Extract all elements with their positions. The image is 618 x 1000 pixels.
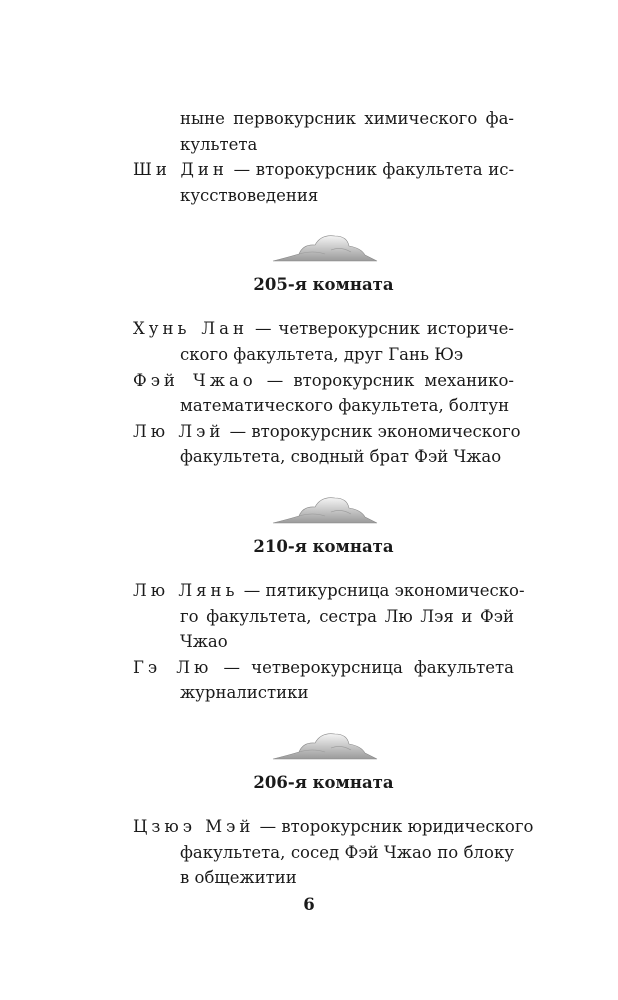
cloud-icon: [133, 718, 514, 762]
character-name: Гэ Лю: [133, 657, 213, 677]
entry-line: го факультета, сестра Лю Лэя и Фэй: [180, 606, 514, 626]
page-number: 6: [303, 895, 315, 914]
entry-line: ского факультета, друг Гань Юэ: [180, 344, 464, 364]
cloud-icon: [133, 220, 514, 264]
character-name: Хунь Лан: [133, 319, 248, 339]
character-name: Фэй Чжао: [133, 370, 257, 390]
entry-text: — второкурсник механико-: [266, 370, 514, 390]
character-entry: [133, 157, 514, 208]
entry-text: — второкурсник факультета ис-: [233, 160, 515, 180]
character-name: Ши Дин: [133, 160, 228, 180]
entry-line: в общежитии: [180, 868, 297, 888]
entry-line: [133, 316, 514, 342]
character-name: Лю Лянь: [133, 580, 239, 600]
entry-line: [133, 368, 514, 394]
entry-line: культета: [180, 134, 258, 154]
character-entry: [133, 578, 525, 655]
entry-line: [133, 578, 525, 604]
entry-text: — пятикурсница экономическо-: [243, 580, 525, 600]
entry-line: [133, 157, 514, 183]
character-entry: [133, 814, 534, 891]
character-entry: [133, 655, 514, 706]
page-body: [133, 106, 534, 891]
entry-line: [133, 419, 521, 445]
section-heading: 205-я комната: [253, 275, 394, 295]
entry-line: кусствоведения: [180, 185, 319, 205]
character-name: Цзюэ Мэй: [133, 816, 255, 836]
entry-line: Чжао: [180, 632, 228, 652]
cloud-icon: [133, 482, 514, 526]
entry-text: — четверокурсница факультета: [223, 657, 514, 677]
entry-line: ныне первокурсник химического фа-: [180, 109, 514, 128]
entry-text: — четверокурсник историче-: [254, 319, 514, 339]
section-heading: 210-я комната: [253, 536, 394, 556]
character-name: Лю Лэй: [133, 421, 225, 441]
section-heading: 206-я комната: [253, 772, 394, 792]
entry-line: [133, 814, 534, 840]
character-entry: [133, 419, 521, 470]
entry-line: [133, 655, 514, 681]
entry-line: математического факультета, болтун: [180, 396, 510, 416]
entry-line: факультета, сосед Фэй Чжао по блоку: [180, 842, 514, 862]
character-entry: [133, 368, 514, 419]
entry-text: — второкурсник юридического: [259, 816, 534, 836]
entry-text: — второкурсник экономического: [229, 421, 521, 441]
entry-line: журналистики: [180, 683, 309, 703]
character-entry: [133, 316, 514, 367]
character-entry: [133, 106, 514, 157]
entry-line: факультета, сводный брат Фэй Чжао: [180, 447, 502, 467]
